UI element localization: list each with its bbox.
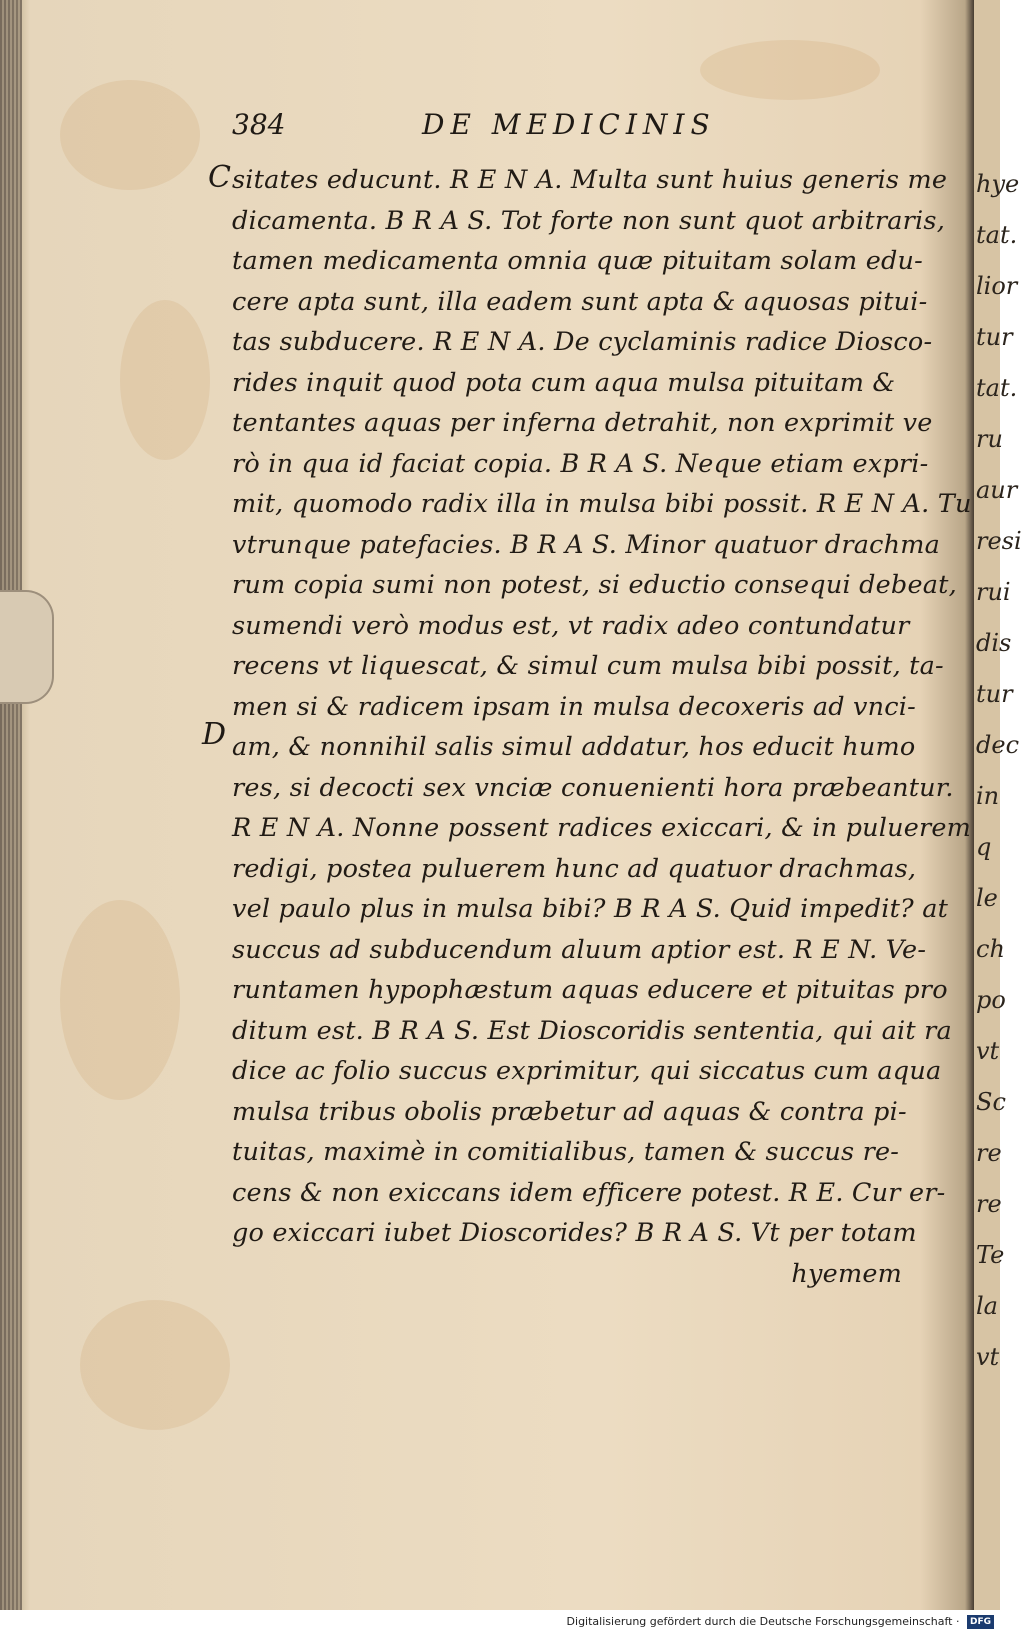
foxing-stain — [60, 900, 180, 1100]
running-header — [232, 108, 952, 148]
body-text — [232, 160, 972, 1294]
text-line: am, & nonnihil salis simul addatur, hos educit humo — [232, 732, 916, 762]
text-line: sumendi verò modus est, vt radix adeo contundatur — [232, 610, 910, 641]
text-line: rum copia sumi non potest, si eductio consequi debeat, — [232, 570, 957, 600]
adjacent-page-text: hye — [976, 170, 1020, 198]
text-line: tas subducere. R E N A. De cyclaminis radice Diosco- — [232, 327, 933, 357]
adjacent-page-text: Te — [976, 1241, 1005, 1269]
foxing-stain — [80, 1300, 230, 1430]
running-title: DE MEDICINIS — [422, 108, 716, 141]
text-line: go exiccari iubet Dioscorides? B R A S. Vt per totam — [232, 1218, 917, 1248]
catchword: hyemem — [791, 1258, 902, 1289]
text-line: rò in qua id faciat copia. B R A S. Neque etiam expri- — [232, 448, 929, 479]
text-line: tamen medicamenta omnia quæ pituitam solam edu- — [232, 246, 923, 276]
foxing-stain — [60, 80, 200, 190]
page-number: 384 — [232, 108, 286, 141]
dfg-logo: DFG — [967, 1615, 994, 1629]
adjacent-page-text: vt — [976, 1343, 1000, 1371]
text-line: mulsa tribus obolis præbetur ad aquas & contra pi- — [232, 1096, 907, 1127]
text-line: vel paulo plus in mulsa bibi? B R A S. Quid impedit? at — [232, 894, 949, 924]
adjacent-page-text: re — [976, 1139, 1002, 1167]
adjacent-page-text: dec — [976, 731, 1020, 759]
text-line: mit, quomodo radix illa in mulsa bibi possit. R E N A. Tu — [232, 489, 972, 519]
text-line: R E N A. Nonne possent radices exiccari, & in puluerem — [232, 813, 972, 843]
foxing-stain — [120, 300, 210, 460]
text-line: cere apta sunt, illa eadem sunt apta & aquosas pitui- — [232, 286, 928, 317]
footer-credit: Digitalisierung gefördert durch die Deutsche Forschungsgemeinschaft — [566, 1615, 953, 1628]
bookmark-ribbon — [0, 590, 54, 704]
page-edge — [0, 0, 22, 1610]
text-line: runtamen hypophæstum aquas educere et pituitas pro — [232, 975, 948, 1005]
adjacent-page-text: le — [976, 884, 998, 912]
adjacent-page-text: rui — [976, 578, 1011, 606]
text-line: cens & non exiccans idem efficere potest. R E. Cur er- — [232, 1177, 946, 1208]
adjacent-page-text: ch — [976, 935, 1005, 963]
adjacent-page-text: po — [976, 986, 1006, 1014]
adjacent-page-text: in — [976, 782, 1000, 810]
text-line: men si & radicem ipsam in mulsa decoxeris ad vnci- — [232, 691, 916, 722]
text-line: redigi, postea puluerem hunc ad quatuor drachmas, — [232, 853, 917, 884]
footer-bar: Digitalisierung gefördert durch die Deutsche Forschungsgemeinschaft · DFG — [0, 1610, 1000, 1633]
adjacent-page-text: tur — [976, 323, 1013, 351]
adjacent-page-text: dis — [976, 629, 1012, 657]
text-line: recens vt liquescat, & simul cum mulsa bibi possit, ta- — [232, 651, 944, 681]
text-line: sitates educunt. R E N A. Multa sunt huius generis me — [232, 165, 948, 195]
text-line: dice ac folio succus exprimitur, qui siccatus cum aqua — [232, 1056, 942, 1086]
adjacent-page-text: lior — [976, 272, 1018, 300]
text-line: dicamenta. B R A S. Tot forte non sunt quot arbitraris, — [232, 205, 946, 236]
adjacent-page-text: ru — [976, 425, 1003, 453]
foxing-stain — [700, 40, 880, 100]
adjacent-page-text: q — [976, 833, 992, 861]
text-line: tuitas, maximè in comitialibus, tamen & succus re- — [232, 1137, 900, 1167]
adjacent-page-text: Sc — [976, 1088, 1006, 1116]
text-line: res, si decocti sex vnciæ conuenienti hora præbeantur. — [232, 772, 954, 803]
text-line: succus ad subducendum aluum aptior est. R E N. Ve- — [232, 934, 927, 965]
adjacent-page-text: tat. — [976, 221, 1018, 249]
adjacent-page-text: vt — [976, 1037, 1000, 1065]
adjacent-page-text: la — [976, 1292, 998, 1320]
text-line: tentantes aquas per inferna detrahit, non exprimit ve — [232, 408, 933, 438]
text-line: ditum est. B R A S. Est Dioscoridis sententia, qui ait ra — [232, 1015, 952, 1046]
adjacent-page-text: aur — [976, 476, 1018, 504]
text-line: rides inquit quod pota cum aqua mulsa pituitam & — [232, 367, 896, 398]
adjacent-page-text: re — [976, 1190, 1002, 1218]
adjacent-page-text: tat. — [976, 374, 1018, 402]
adjacent-page-text: tur — [976, 680, 1013, 708]
text-line: vtrunque patefacies. B R A S. Minor quatuor drachma — [232, 529, 941, 560]
adjacent-page-text: resi — [976, 527, 1022, 555]
margin-letter-c: C — [208, 160, 231, 195]
margin-letter-d: D — [202, 717, 227, 752]
adjacent-page-fragment — [974, 0, 1022, 1610]
